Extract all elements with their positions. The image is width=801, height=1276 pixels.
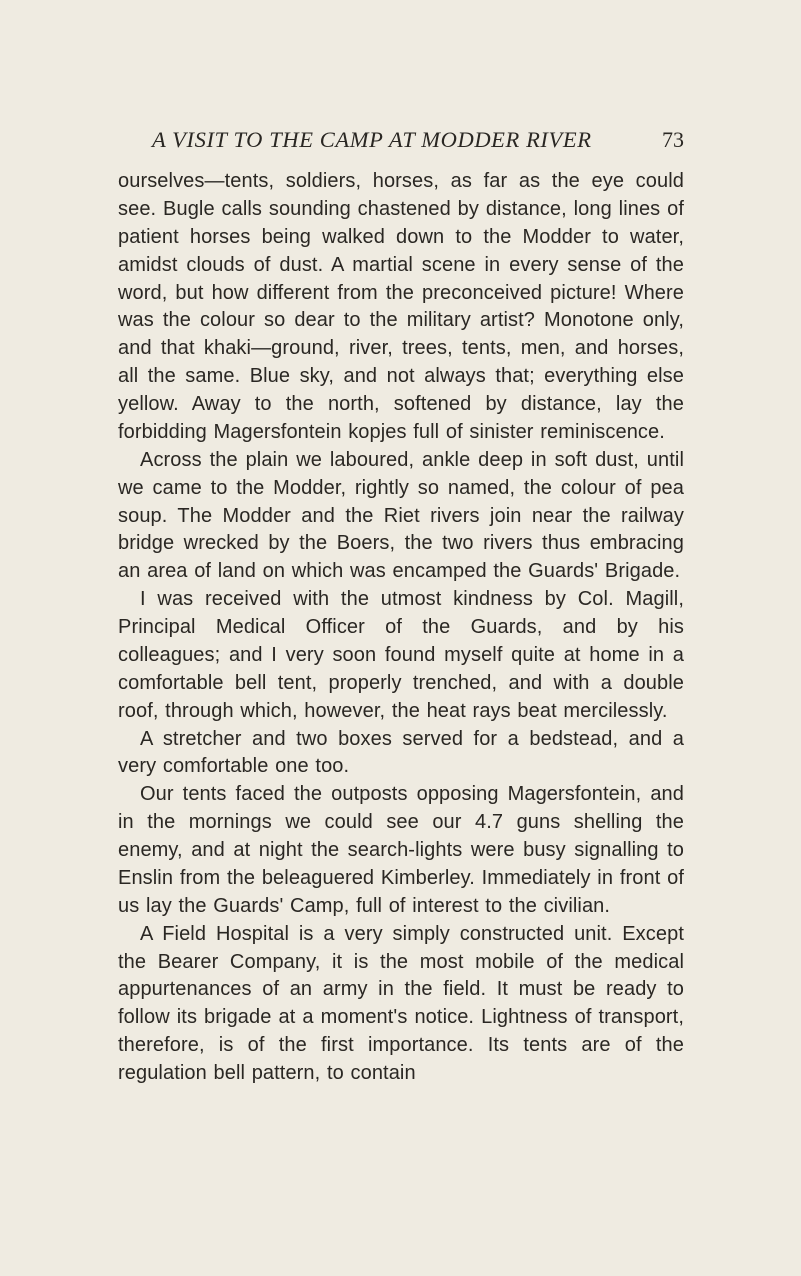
page-number: 73 bbox=[662, 127, 684, 152]
running-head bbox=[118, 124, 684, 156]
paragraph-stretcher: A stretcher and two boxes served for a bedstead, and a very comfortable one too. bbox=[118, 727, 684, 778]
paragraph-reception: I was received with the utmost kindness by Col. Magill, Principal Medical Officer of the Guards, and by his colleagues; and I very soon found myself quite at home in a comfortable bell tent, properly trenched, and with a double roof, through which, however, the heat rays beat mercilessly. bbox=[118, 588, 684, 722]
body-text bbox=[118, 168, 684, 1088]
paragraph-continuation: ourselves—tents, soldiers, horses, as far as the eye could see. Bugle calls sounding chastened by distance, long lines of patient horses being walked down to the Modder to water, amidst clouds of dust. A martial scene in every sense of the word, but how different from the preconceived picture! Where was the colour so dear to the military artist? Monotone only, and that khaki—ground, river, trees, tents, men, and horses, all the same. Blue sky, and not always that; everything else yellow. Away to the north, softened by distance, lay the forbidding Magersfontein kopjes full of sinister reminiscence. bbox=[118, 170, 684, 443]
paragraph-modder-river: Across the plain we laboured, ankle deep in soft dust, until we came to the Modder, rightly so named, the colour of pea soup. The Modder and the Riet rivers join near the railway bridge wrecked by the Boers, the two rivers thus embracing an area of land on which was encamped the Guards' Brigade. bbox=[118, 448, 684, 583]
paragraph-outposts: Our tents faced the outposts opposing Magersfontein, and in the mornings we could see our 4.7 guns shelling the enemy, and at night the search-lights were busy signalling to Enslin from the beleaguered Kimberley. Immediately in front of us lay the Guards' Camp, full of interest to the civilian. bbox=[118, 783, 684, 917]
running-title: A VISIT TO THE CAMP AT MODDER RIVER bbox=[152, 127, 592, 152]
paragraph-field-hospital: A Field Hospital is a very simply constructed unit. Except the Bearer Company, it is the most mobile of the medical appurtenances of an army in the field. It must be ready to follow its brigade at a moment's notice. Lightness of transport, therefore, is of the first importance. Its tents are of the regulation bell pattern, to contain bbox=[118, 922, 684, 1084]
